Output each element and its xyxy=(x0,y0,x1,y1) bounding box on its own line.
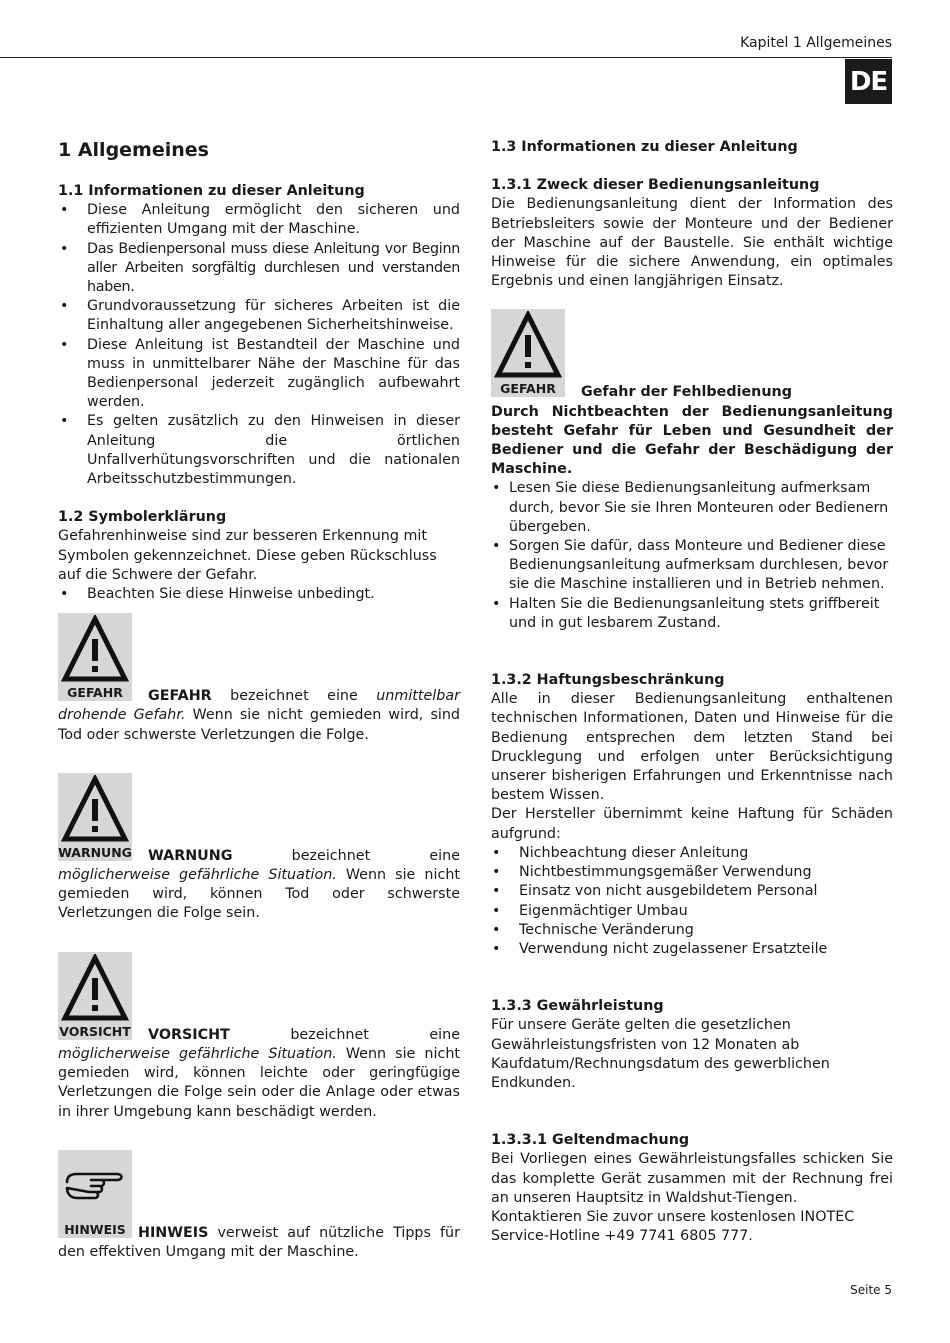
symbol-vorsicht xyxy=(58,952,460,1122)
language-badge: DE xyxy=(845,59,892,104)
icon-label: GEFAHR xyxy=(67,685,123,701)
danger-notice xyxy=(491,309,893,633)
list-item: • Beachten Sie diese Hinweise unbedingt. xyxy=(58,585,460,604)
icon-label: GEFAHR xyxy=(500,381,556,397)
danger-title: Gefahr der Fehlbedienung xyxy=(581,384,792,401)
list-item: • Diese Anleitung ermöglicht den sicheren und effizienten Umgang mit der Maschine. xyxy=(58,201,460,239)
section-text: Die Bedienungsanleitung dient der Information des Betriebsleiters sowie der Monteure und der Bediener der Maschine auf der Baustelle. Sie enthält wichtige Hinweise für die sichere Anwendung, ein optimales Ergebnis und einen langjährigen Einsatz. xyxy=(491,196,893,290)
list-item: • Nichbeachtung dieser Anleitung xyxy=(491,844,893,863)
section-heading-1-3-2: 1.3.2 Haftungsbeschränkung xyxy=(491,672,725,689)
section-text: Für unsere Geräte gelten die gesetzlichen Gewährleistungsfristen von 12 Monaten ab Kaufdatum/Rechnungsdatum des gewerblichen Endkunden. xyxy=(491,1017,830,1091)
symbol-description: WARNUNG bezeichnet eine möglicherweise gefährliche Situation. Wenn sie nicht gemieden wird, können Tod oder schwerste Verletzungen die Folge sein. xyxy=(58,847,460,922)
warning-triangle-icon xyxy=(58,613,132,701)
list-item: • Eigenmächtiger Umbau xyxy=(491,902,893,921)
symbol-hinweis xyxy=(58,1150,460,1262)
info-list xyxy=(58,201,460,489)
page-number: Seite 5 xyxy=(850,1283,892,1297)
section-heading-1-2: 1.2 Symbolerklärung xyxy=(58,509,227,526)
symbol-gefahr xyxy=(58,613,460,745)
list-item: • Technische Veränderung xyxy=(491,921,893,940)
icon-label: VORSICHT xyxy=(59,1023,131,1039)
section-heading-1-3-3-1: 1.3.3.1 Geltendmachung xyxy=(491,1132,690,1149)
section-text: Der Hersteller übernimmt keine Haftung für Schäden aufgrund: xyxy=(491,806,893,842)
list-item: • Diese Anleitung ist Bestandteil der Maschine und muss in unmittelbarer Nähe der Maschine für das Bedienpersonal jederzeit zugänglich aufbewahrt werden. xyxy=(58,336,460,413)
pointing-hand-icon xyxy=(58,1150,132,1238)
danger-text: Durch Nichtbeachten der Bedienungsanleitung besteht Gefahr für Leben und Gesundheit der Bediener und die Gefahr der Beschädigung der Maschine. xyxy=(491,403,893,478)
section-heading-1-3: 1.3 Informationen zu dieser Anleitung xyxy=(491,139,798,155)
symbol-list xyxy=(58,585,460,604)
list-item: • Das Bedienpersonal muss diese Anleitung vor Beginn aller Arbeiten sorgfältig durchlesen und verstanden haben. xyxy=(58,240,460,298)
icon-label: WARNUNG xyxy=(58,844,132,860)
section-text: Alle in dieser Bedienungsanleitung enthaltenen technischen Informationen, Daten und Hinweise für die Bedienung entsprechen dem letzten Stand bei Drucklegung und erfolgen unter Berücksichtigung unserer bisherigen Erfahrungen und Erkenntnisse nach bestem Wissen. xyxy=(491,691,893,804)
left-column xyxy=(58,138,460,1262)
danger-list xyxy=(491,479,893,633)
warning-triangle-icon xyxy=(58,952,132,1040)
warning-triangle-icon xyxy=(58,773,132,861)
symbol-warnung xyxy=(58,773,460,924)
liability-list xyxy=(491,844,893,959)
header-rule xyxy=(0,57,892,58)
list-item: • Sorgen Sie dafür, dass Monteure und Bediener diese Bedienungsanleitung aufmerksam durchlesen, bevor sie die Maschine installieren und in Betrieb nehmen. xyxy=(491,537,893,595)
section-heading-1-3-1: 1.3.1 Zweck dieser Bedienungsanleitung xyxy=(491,177,820,194)
symbol-description: HINWEIS verweist auf nützliche Tipps für den effektiven Umgang mit der Maschine. xyxy=(58,1224,460,1260)
list-item: • Es gelten zusätzlich zu den Hinweisen in dieser Anleitung die örtlichen Unfallverhütungsvorschriften und die nationalen Arbeitsschutzbestimmungen. xyxy=(58,412,460,489)
list-item: • Verwendung nicht zugelassener Ersatzteile xyxy=(491,940,893,959)
chapter-header: Kapitel 1 Allgemeines xyxy=(740,35,892,51)
list-item: • Nichtbestimmungsgemäßer Verwendung xyxy=(491,863,893,882)
list-item: • Einsatz von nicht ausgebildetem Personal xyxy=(491,882,893,901)
section-heading-1-3-3: 1.3.3 Gewährleistung xyxy=(491,998,664,1015)
chapter-title: 1 Allgemeines xyxy=(58,139,209,161)
list-item: • Grundvoraussetzung für sicheres Arbeiten ist die Einhaltung aller angegebenen Sicherheitshinweise. xyxy=(58,297,460,335)
section-text: Kontaktieren Sie zuvor unsere kostenlosen INOTEC Service-Hotline +49 7741 6805 777. xyxy=(491,1208,855,1245)
warning-triangle-icon xyxy=(491,309,565,397)
symbol-description: VORSICHT bezeichnet eine möglicherweise gefährliche Situation. Wenn sie nicht gemieden wird, können leichte oder geringfügige Verletzungen die Folge sein oder die Anlage oder etwas in ihrer Umgebung kann beschädigt werden. xyxy=(58,1026,460,1120)
right-column xyxy=(491,138,893,1246)
section-text: Bei Vorliegen eines Gewährleistungsfalles schicken Sie das komplette Gerät zusammen mit der Rechnung frei an unseren Hauptsitz in Waldshut-Tiengen. xyxy=(491,1151,893,1206)
icon-label: HINWEIS xyxy=(64,1221,126,1237)
section-text: Gefahrenhinweise sind zur besseren Erkennung mit Symbolen gekennzeichnet. Diese geben Rückschluss auf die Schwere der Gefahr. xyxy=(58,528,437,583)
list-item: • Lesen Sie diese Bedienungsanleitung aufmerksam durch, bevor Sie sie Ihren Monteuren oder Bedienern übergeben. xyxy=(491,479,893,537)
list-item: • Halten Sie die Bedienungsanleitung stets griffbereit und in gut lesbarem Zustand. xyxy=(491,595,893,633)
section-heading-1-1: 1.1 Informationen zu dieser Anleitung xyxy=(58,183,365,199)
symbol-description: GEFAHR bezeichnet eine unmittelbar drohende Gefahr. Wenn sie nicht gemieden wird, sind Tod oder schwerste Verletzungen die Folge. xyxy=(58,688,461,743)
